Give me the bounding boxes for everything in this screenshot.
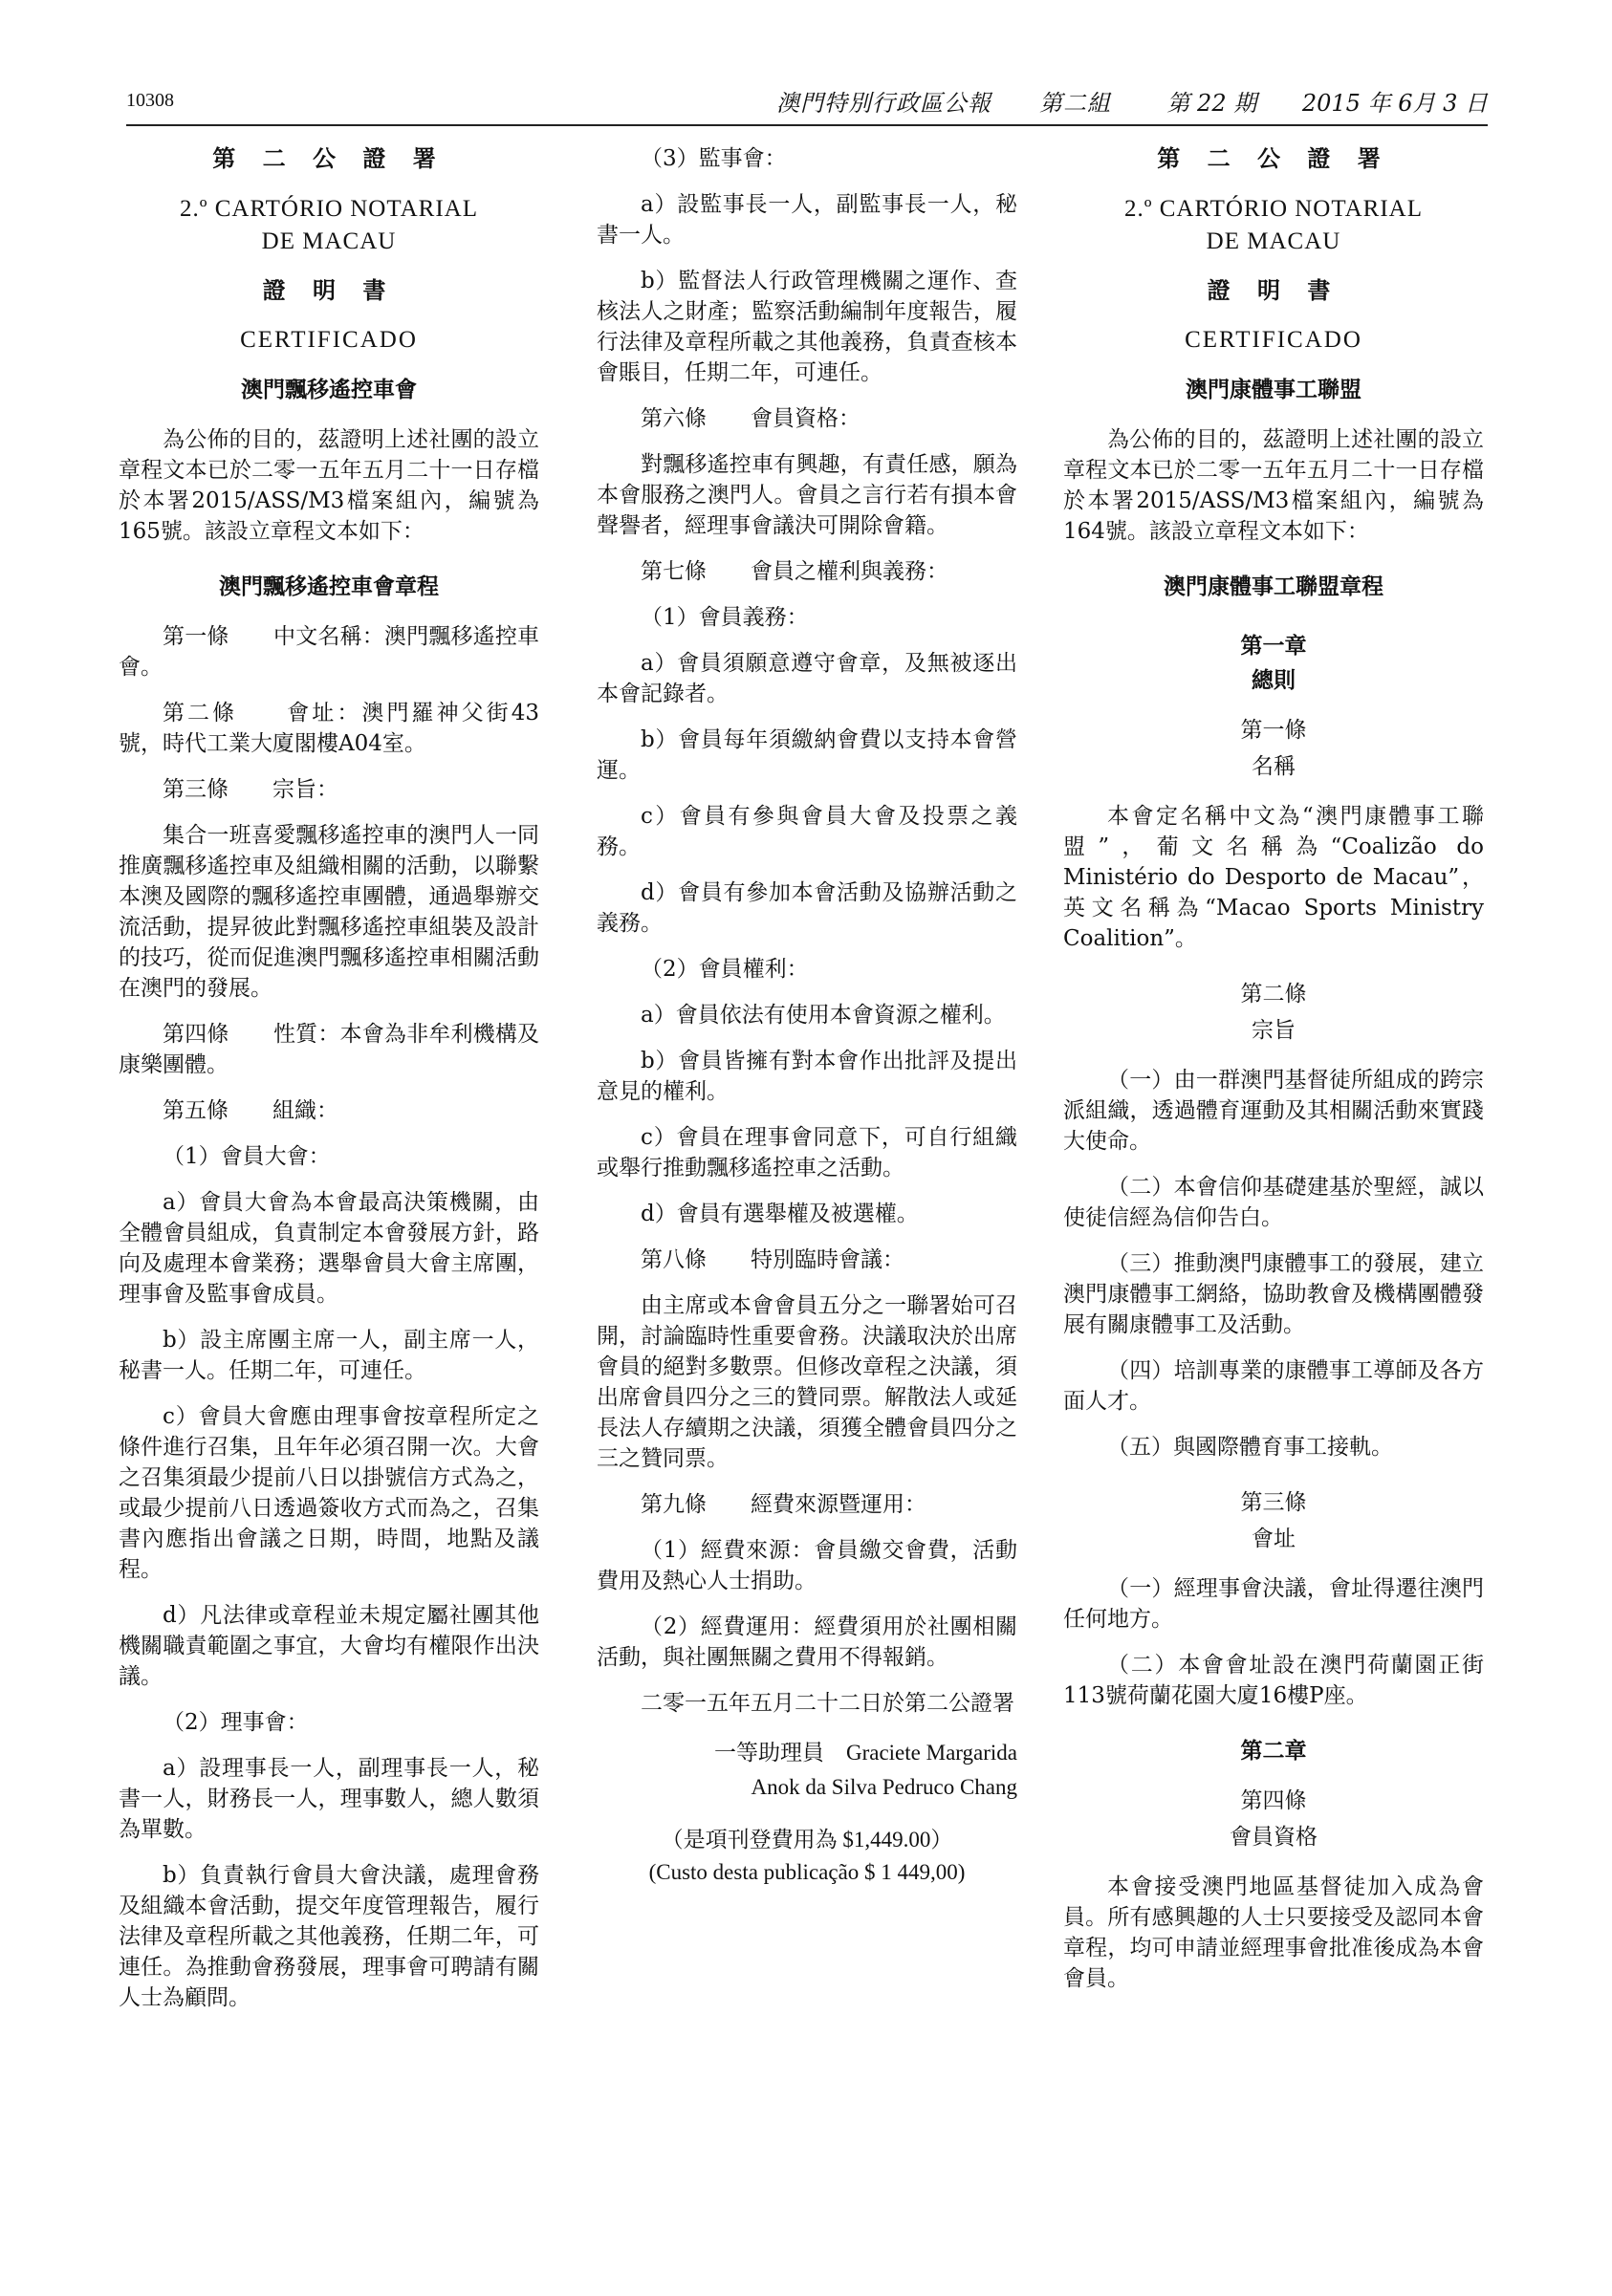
article-8: 第八條 特別臨時會議：: [641, 1247, 904, 1272]
publication-cost-pt: (Custo desta publicação $ 1 449,00): [648, 1860, 966, 1884]
art-4-heading: 第四條: [1240, 1788, 1307, 1813]
section-member-duties: （1）會員義務：: [641, 605, 809, 630]
board-b: b）負責執行會員大會決議，處理會務及組織本會活動，提交年度管理報告，履行法律及章程所載之其他義務，任期二年，可連任。為推動會務發展，理事會可聘請有關人士為顧問。: [119, 1863, 539, 2010]
purpose-3: （三）推動澳門康體事工的發展，建立澳門康體事工網絡，協助教會及機構團體發展有關康體事工及活動。: [1063, 1251, 1484, 1337]
art-4-body: 本會接受澳門地區基督徒加入成為會員。所有感興趣的人士只要接受及認同本會章程，均可申請並經理事會批准後成為本會會員。: [1063, 1874, 1484, 1991]
general-assembly-b: b）設主席團主席一人，副主席一人，秘書一人。任期二年，可連任。: [119, 1328, 539, 1383]
supervisory-b: b）監督法人行政管理機關之運作、查核法人之財產；監察活動編制年度報告，履行法律及章程所載之其他義務，負責查核本會賬目，任期二年，可連任。: [597, 269, 1017, 385]
publication-date: 2015 年 6月 3 日: [1301, 90, 1488, 117]
column-3: [1063, 143, 1484, 2009]
article-8-body: 由主席或本會會員五分之一聯署始可召開，討論臨時性重要會務。決議取決於出席會員的絕對多數票。但修改章程之決議，須出席會員四分之三的贊同票。解散法人或延長法人存續期之決議，須獲全體會員四分之三之贊同票。: [597, 1293, 1017, 1471]
publication-cost: [597, 1824, 1017, 1889]
association-name: 澳門飄移遙控車會: [241, 377, 417, 402]
article-5: 第五條 組織：: [163, 1098, 338, 1123]
article-4: 第四條 性質：本會為非牟利機構及康樂團體。: [119, 1022, 539, 1077]
right-b: b）會員皆擁有對本會作出批評及提出意見的權利。: [597, 1049, 1017, 1104]
office-heading-pt-2-line2: DE MACAU: [1206, 228, 1341, 254]
general-assembly-a: a）會員大會為本會最高決策機關，由全體會員組成，負責制定本會發展方針，路向及處理本會業務；選舉會員大會主席團，理事會及監事會成員。: [119, 1190, 539, 1307]
publication-cost-zh: （是項刊登費用為 $1,449.00）: [661, 1828, 953, 1852]
signer-line-2: Anok da Silva Pedruco Chang: [751, 1775, 1017, 1799]
purpose-2: （二）本會信仰基礎建基於聖經，誠以使徒信經為信仰告白。: [1063, 1175, 1484, 1230]
right-c: c）會員在理事會同意下，可自行組織或舉行推動飄移遙控車之活動。: [597, 1125, 1017, 1180]
chapter-2-heading: 第二章: [1240, 1738, 1307, 1764]
seat-1: （一）經理事會決議，會址得遷往澳門任何地方。: [1063, 1576, 1484, 1632]
right-d: d）會員有選舉權及被選權。: [641, 1202, 919, 1226]
general-assembly-d: d）凡法律或章程並未規定屬社團其他機關職責範圍之事宜，大會均有權限作出決議。: [119, 1603, 539, 1689]
purpose-4: （四）培訓專業的康體事工導師及各方面人才。: [1063, 1358, 1484, 1414]
art-3-name: 會址: [1252, 1527, 1296, 1551]
section-board: （2）理事會：: [163, 1710, 309, 1735]
certificate-intro: 為公佈的目的，茲證明上述社團的設立章程文本已於二零一五年五月二十一日存檔於本署2015/ASS/M3檔案組內，編號為165號。該設立章程文本如下：: [119, 427, 539, 544]
article-1: 第一條 中文名稱：澳門飄移遙控車會。: [119, 624, 539, 680]
chapter-1-name: 總則: [1252, 667, 1296, 693]
funding-source: （1）經費來源：會員繳交會費，活動費用及熱心人士捐助。: [597, 1538, 1017, 1593]
issue-number: 第 22 期: [1166, 90, 1257, 117]
date-place-line: 二零一五年五月二十二日於第二公證署: [641, 1691, 1014, 1716]
art-1-heading: 第一條: [1240, 718, 1307, 743]
office-heading-zh-2: 第 二 公 證 署: [1157, 144, 1390, 172]
art-4-name: 會員資格: [1230, 1825, 1318, 1850]
publication-title: 澳門特別行政區公報 第二組: [776, 90, 1111, 117]
supervisory-a: a）設監事長一人，副監事長一人，秘書一人。: [597, 192, 1017, 248]
general-assembly-c: c）會員大會應由理事會按章程所定之條件進行召集，且年年必須召開一次。大會之召集須最少提前八日以掛號信方式為之，或最少提前八日透過簽收方式而為之，召集書內應指出會議之日期，時間，地點及議程。: [119, 1404, 539, 1582]
board-a: a）設理事長一人，副理事長一人，秘書一人，財務長一人，理事數人，總人數須為單數。: [119, 1756, 539, 1842]
page-header: [126, 84, 1488, 126]
statute-title: 澳門飄移遙控車會章程: [219, 574, 439, 599]
column-2: [597, 143, 1017, 1889]
art-1-body: 本會定名稱中文為“澳門康體事工聯盟”，葡文名稱為“Coalizão do Ministério do Desporto de Macau”，英文名稱為“Macao Sports Ministry Coalition”。: [1063, 804, 1484, 951]
office-heading-pt-line1: 2.º CARTÓRIO NOTARIAL: [179, 196, 479, 222]
duty-b: b）會員每年須繳納會費以支持本會營運。: [597, 727, 1017, 783]
art-2-name: 宗旨: [1252, 1018, 1296, 1043]
duty-a: a）會員須願意遵守會章，及無被逐出本會記錄者。: [597, 651, 1017, 706]
article-6-body: 對飄移遙控車有興趣，有責任感，願為本會服務之澳門人。會員之言行若有損本會聲譽者，經理事會議決可開除會籍。: [597, 452, 1017, 538]
office-heading-pt: [119, 193, 539, 258]
seat-2: （二）本會會址設在澳門荷蘭園正街113號荷蘭花園大廈16樓P座。: [1063, 1653, 1484, 1708]
purpose-1: （一）由一群澳門基督徒所組成的跨宗派組織，透過體育運動及其相關活動來實踐大使命。: [1063, 1068, 1484, 1154]
chapter-1-heading: 第一章: [1240, 633, 1307, 659]
art-2-heading: 第二條: [1240, 982, 1307, 1007]
page-number: 10308: [126, 90, 174, 111]
office-heading-pt-2-line1: 2.º CARTÓRIO NOTARIAL: [1123, 196, 1424, 222]
duty-c: c）會員有參與會員大會及投票之義務。: [597, 804, 1017, 859]
office-heading-zh: 第 二 公 證 署: [212, 144, 446, 172]
duty-d: d）會員有參加本會活動及協辦活動之義務。: [597, 880, 1017, 936]
column-1: [119, 143, 539, 2028]
article-6: 第六條 會員資格：: [641, 406, 860, 431]
article-2: 第二條 會址：澳門羅神父街43號，時代工業大廈閣樓A04室。: [119, 701, 539, 756]
funding-use: （2）經費運用：經費須用於社團相關活動，與社團無關之費用不得報銷。: [597, 1614, 1017, 1670]
article-7: 第七條 會員之權利與義務：: [641, 559, 948, 584]
signer-line-1: 一等助理員 Graciete Margarida: [713, 1741, 1017, 1765]
section-supervisory: （3）監事會：: [641, 146, 787, 171]
article-3-body: 集合一班喜愛飄移遙控車的澳門人一同推廣飄移遙控車及組織相關的活動，以聯繫本澳及國際的飄移遙控車團體，通過舉辦交流活動，提昇彼此對飄移遙控車組裝及設計的技巧，從而促進澳門飄移遙控車相關活動在澳門的發展。: [119, 823, 539, 1001]
section-member-rights: （2）會員權利：: [641, 957, 809, 982]
article-3: 第三條 宗旨：: [163, 777, 338, 802]
association-name-2: 澳門康體事工聯盟: [1186, 377, 1361, 402]
certificate-intro-2: 為公佈的目的，茲證明上述社團的設立章程文本已於二零一五年五月二十一日存檔於本署2015/ASS/M3檔案組內，編號為164號。該設立章程文本如下：: [1063, 427, 1484, 544]
article-9: 第九條 經費來源暨運用：: [641, 1492, 926, 1517]
issue-date: [1128, 84, 1488, 118]
office-heading-pt-2: [1063, 193, 1484, 258]
art-3-heading: 第三條: [1240, 1490, 1307, 1515]
certificate-heading-pt: CERTIFICADO: [240, 327, 418, 353]
certificate-heading-zh-2: 證 明 書: [1207, 276, 1340, 304]
art-1-name: 名稱: [1252, 754, 1296, 779]
signature-block: [597, 1736, 1017, 1805]
purpose-5: （五）與國際體育事工接軌。: [1107, 1435, 1393, 1460]
section-general-assembly: （1）會員大會：: [163, 1144, 331, 1169]
certificate-heading-zh: 證 明 書: [262, 276, 396, 304]
certificate-heading-pt-2: CERTIFICADO: [1185, 327, 1362, 353]
office-heading-pt-line2: DE MACAU: [261, 228, 397, 254]
statute-title-2: 澳門康體事工聯盟章程: [1164, 574, 1383, 599]
right-a: a）會員依法有使用本會資源之權利。: [641, 1003, 1006, 1028]
